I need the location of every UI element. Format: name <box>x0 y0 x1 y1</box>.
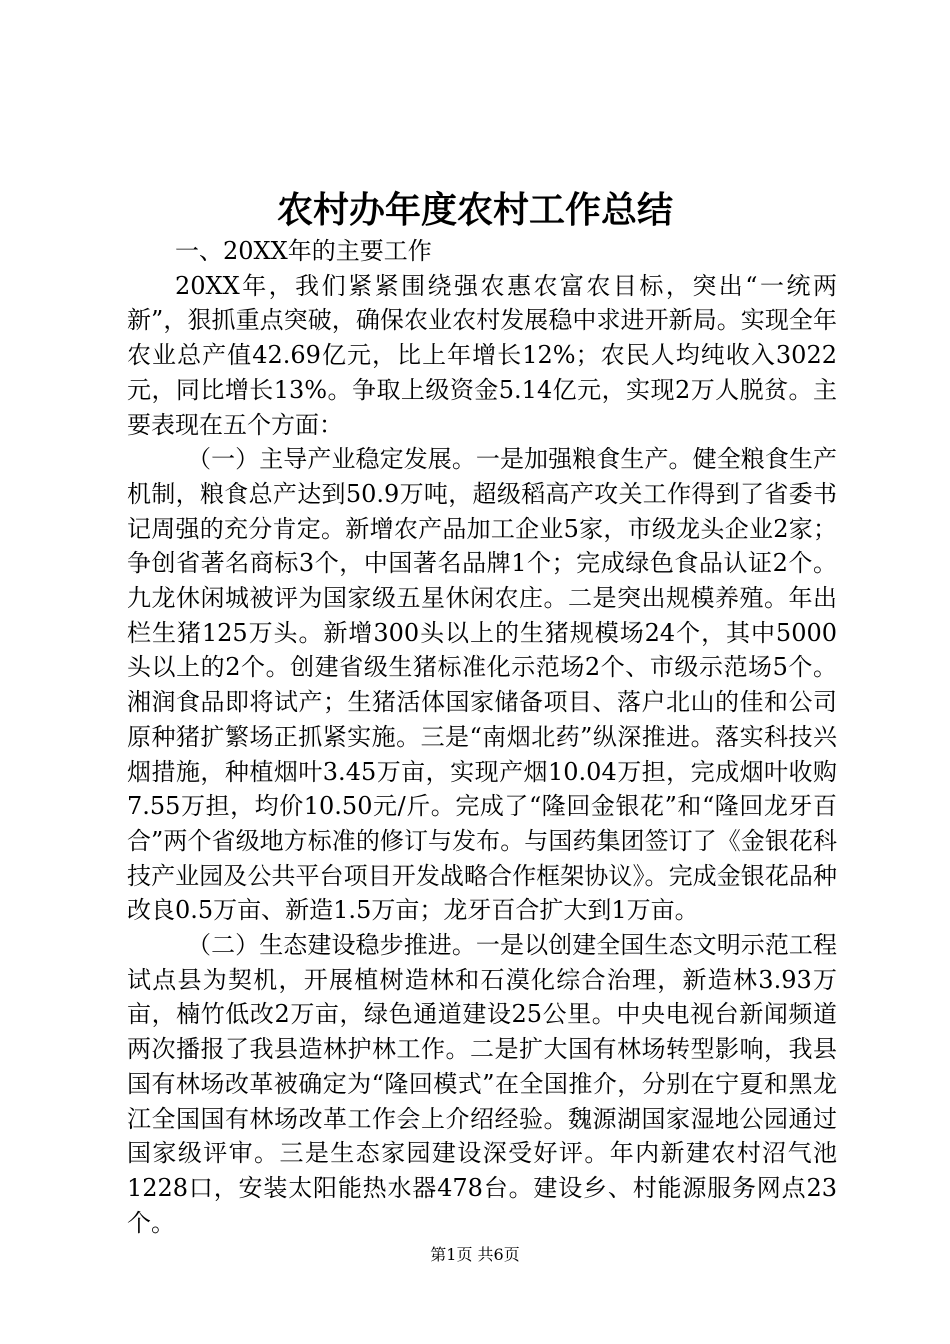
paragraph-industry: （一）主导产业稳定发展。一是加强粮食生产。健全粮食生产机制，粮食总产达到50.9万吨，超级稻高产攻关工作得到了省委书记周强的充分肯定。新增农产品加工企业5家，市级龙头企业2家；争创省著名商标3个，中国著名品牌1个；完成绿色食品认证2个。九龙休闲城被评为国家级五星休闲农庄。二是突出规模养殖。年出栏生猪125万头。新增300头以上的生猪规模场24个，其中5000头以上的2个。创建省级生猪标准化示范场2个、市级示范场5个。湘润食品即将试产；生猪活体国家储备项目、落户北山的佳和公司原种猪扩繁场正抓紧实施。三是“南烟北药”纵深推进。落实科技兴烟措施，种植烟叶3.45万亩，实现产烟10.04万担，完成烟叶收购7.55万担，均价10.50元/斤。完成了“隆回金银花”和“隆回龙牙百合”两个省级地方标准的修订与发布。与国药集团签订了《金银花科技产业园及公共平台项目开发战略合作框架协议》。完成金银花品种改良0.5万亩、新造1.5万亩；龙牙百合扩大到1万亩。 <box>127 445 837 925</box>
paragraph-ecology: （二）生态建设稳步推进。一是以创建全国生态文明示范工程试点县为契机，开展植树造林和石漠化综合治理，新造林3.93万亩，楠竹低改2万亩，绿色通道建设25公里。中央电视台新闻频道两次播报了我县造林护林工作。二是扩大国有林场转型影响，我县国有林场改革被确定为“隆回模式”在全国推介，分别在宁夏和黑龙江全国国有林场改革工作会上介绍经验。魏源湖国家湿地公园通过国家级评审。三是生态家园建设深受好评。年内新建农村沼气池1228口，安装太阳能热水器478台。建设乡、村能源服务网点23个。 <box>127 931 837 1237</box>
page-footer: 第1页 共6页 <box>430 1245 520 1264</box>
page-title: 农村办年度农村工作总结 <box>276 189 673 231</box>
paragraph-intro: 20XX年，我们紧紧围绕强农惠农富农目标，突出“一统两新”，狠抓重点突破，确保农业农村发展稳中求进开新局。实现全年农业总产值42.69亿元，比上年增长12%；农民人均纯收入3022元，同比增长13%。争取上级资金5.14亿元，实现2万人脱贫。主要表现在五个方面： <box>127 271 837 439</box>
document-body <box>127 234 837 1240</box>
section-heading: 一、20XX年的主要工作 <box>175 237 432 265</box>
